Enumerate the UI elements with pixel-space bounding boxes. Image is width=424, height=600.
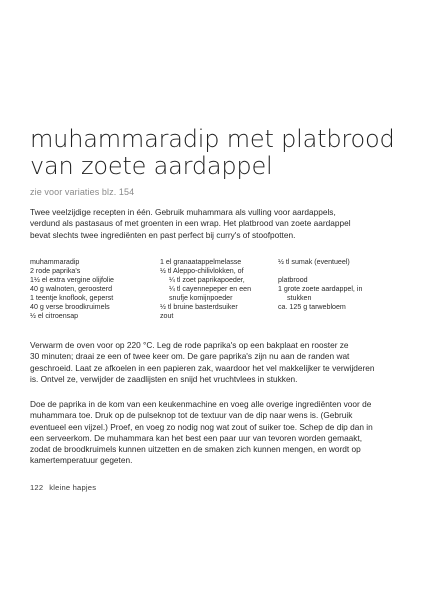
ingredient-item: ¼ tl zoet paprikapoeder,	[169, 276, 245, 284]
method-line: Verwarm de oven voor op 220 °C. Leg de rode paprika's op een bakplaat en rooster ze	[30, 340, 349, 350]
intro-paragraph	[30, 207, 400, 241]
method-line: eventueel een vijzel.) Proef, en voeg zo nodig nog wat zout of suiker toe. Schep de dip dan in	[30, 421, 373, 432]
intro-line: bevat slechts twee ingrediënten en past perfect bij curry's of stoofpotten.	[30, 229, 296, 240]
ingredient-item: 40 g verse broodkruimels	[30, 303, 110, 311]
ingredient-item: ½ tl sumak (eventueel)	[278, 258, 350, 266]
method-paragraph-1	[30, 340, 402, 385]
method-line: is. Ontvel ze, verwijder de zaadlijsten en snijd het vruchtvlees in stukken.	[30, 373, 298, 384]
ingredient-spacer	[278, 267, 400, 276]
ingredient-item: 1 el granaatappelmelasse	[160, 258, 242, 266]
ingredient-item: 2 rode paprika's	[30, 267, 81, 275]
method-line: zodat de broodkruimels kunnen uitzetten en de smaken zich kunnen mengen, en wordt op	[30, 444, 361, 455]
ingredient-item: stukken	[287, 294, 312, 302]
method-line: geschroeid. Laat ze afkoelen in een papieren zak, waardoor het vel makkelijker te verwijderen	[30, 362, 375, 373]
page-footer	[30, 483, 96, 492]
ingredient-item: zout	[160, 312, 174, 320]
ingredient-item: ca. 125 g tarwebloem	[278, 303, 346, 311]
ingredient-heading: platbrood	[278, 276, 308, 284]
recipe-title-line-1: muhammaradip met platbrood	[30, 125, 395, 153]
ingredient-item: 1 grote zoete aardappel, in	[278, 285, 363, 293]
recipe-title	[30, 126, 410, 180]
ingredients-list	[30, 258, 400, 328]
ingredient-heading: muhammaradip	[30, 258, 80, 266]
ingredient-item: ½ tl bruine basterdsuiker	[160, 303, 238, 311]
ingredient-item: ½ tl Aleppo-chilivlokken, of	[160, 267, 244, 275]
page-number: 122	[30, 483, 44, 492]
method-paragraph-2	[30, 399, 402, 467]
ingredients-column-3	[278, 258, 400, 312]
recipe-title-line-2: van zoete aardappel	[30, 152, 273, 180]
intro-line: Twee veelzijdige recepten in één. Gebruik muhammara als vulling voor aardappels,	[30, 207, 336, 217]
ingredient-item: ½ el citroensap	[30, 312, 79, 320]
method-line: Doe de paprika in de kom van een keukenmachine en voeg alle overige ingrediënten voor de	[30, 399, 372, 409]
section-name: kleine hapjes	[49, 483, 97, 492]
ingredient-item: 1 teentje knoflook, geperst	[30, 294, 114, 302]
ingredients-column-1	[30, 258, 158, 321]
ingredients-column-2	[160, 258, 278, 321]
ingredient-item: ¼ tl cayennepeper en een	[169, 285, 252, 293]
method-line: kamertemperatuur gegeten.	[30, 455, 133, 466]
ingredient-item: 1½ el extra vergine olijfolie	[30, 276, 114, 284]
ingredient-item: snufje komijnpoeder	[169, 294, 233, 302]
method-line: muhammara toe. Druk op de pulseknop tot de textuur van de dip naar wens is. (Gebruik	[30, 410, 353, 421]
ingredient-item: 40 g walnoten, geroosterd	[30, 285, 113, 293]
method-line: 30 minuten; draai ze een of twee keer om. De gare paprika's zijn nu aan de randen wat	[30, 351, 350, 362]
variations-reference: zie voor variaties blz. 154	[30, 187, 135, 197]
method-line: een serveerkom. De muhammara kan het best een paar uur van tevoren worden gemaakt,	[30, 432, 363, 443]
intro-line: verdund als pastasaus of met groenten in een wrap. Het platbrood van zoete aardappel	[30, 218, 351, 229]
